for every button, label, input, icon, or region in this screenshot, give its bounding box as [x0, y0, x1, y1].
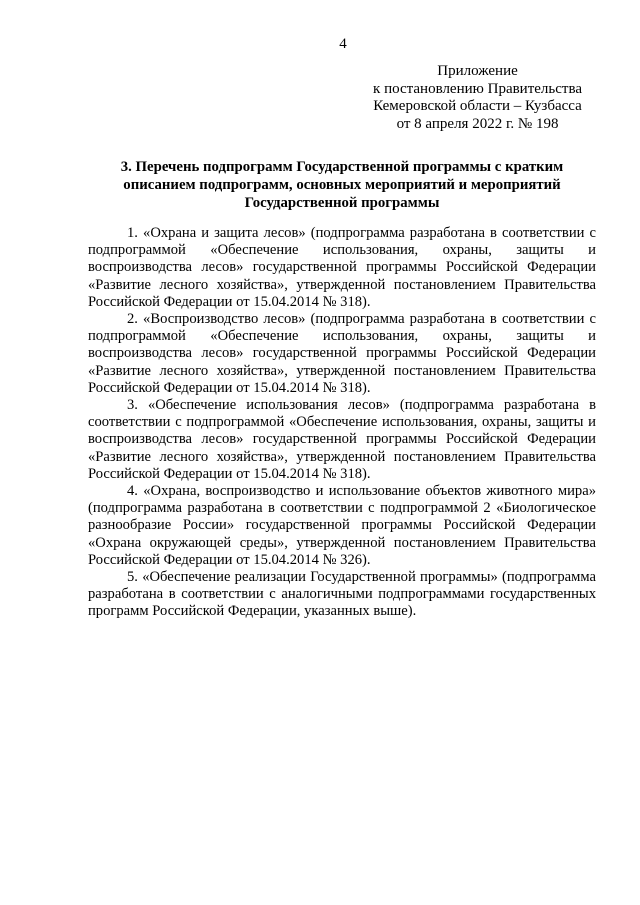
appendix-line: от 8 апреля 2022 г. № 198	[396, 115, 559, 132]
appendix-line: Приложение	[437, 63, 518, 79]
appendix-line: к постановлению Правительства	[373, 80, 582, 97]
subprogram-paragraph: 2. «Воспроизводство лесов» (подпрограмма разработана в соответствии с подпрограммой «Обеспечение использования, охраны, защиты и воспроизводства лесов» государственной программы Российской Федерации «Развитие лесного хозяйства», утвержденной постановлением Правительства Российской Федерации от 15.04.2014 № 318).	[88, 311, 596, 396]
subprogram-paragraph: 1. «Охрана и защита лесов» (подпрограмма разработана в соответствии с подпрограммой «Обеспечение использования, охраны, защиты и воспроизводства лесов» государственной программы Российской Федерации «Развитие лесного хозяйства», утвержденной постановлением Правительства Российской Федерации от 15.04.2014 № 318).	[88, 225, 596, 310]
appendix-block	[373, 63, 582, 133]
section-title: 3. Перечень подпрограмм Государственной программы с кратким описанием подпрограмм, основных мероприятий и мероприятий Государственной программы	[120, 159, 564, 211]
subprogram-paragraph: 4. «Охрана, воспроизводство и использование объектов животного мира» (подпрограмма разработана в соответствии с подпрограммой 2 «Биологическое разнообразие России» государственной программы Российской Федерации «Охрана окружающей среды», утвержденной постановлением Правительства Российской Федерации от 15.04.2014 № 326).	[88, 483, 596, 568]
appendix-line: Кемеровской области – Кузбасса	[373, 98, 582, 114]
page-number: 4	[339, 36, 347, 52]
subprogram-paragraph: 3. «Обеспечение использования лесов» (подпрограмма разработана в соответствии с подпрограммой «Обеспечение использования, охраны, защиты и воспроизводства лесов» государственной программы Российской Федерации «Развитие лесного хозяйства», утвержденной постановлением Правительства Российской Федерации от 15.04.2014 № 318).	[88, 397, 596, 482]
subprogram-paragraph: 5. «Обеспечение реализации Государственной программы» (подпрограмма разработана в соответствии с аналогичными подпрограммами государственных программ Российской Федерации, указанных выше).	[88, 569, 596, 620]
subprogram-list	[88, 225, 596, 621]
